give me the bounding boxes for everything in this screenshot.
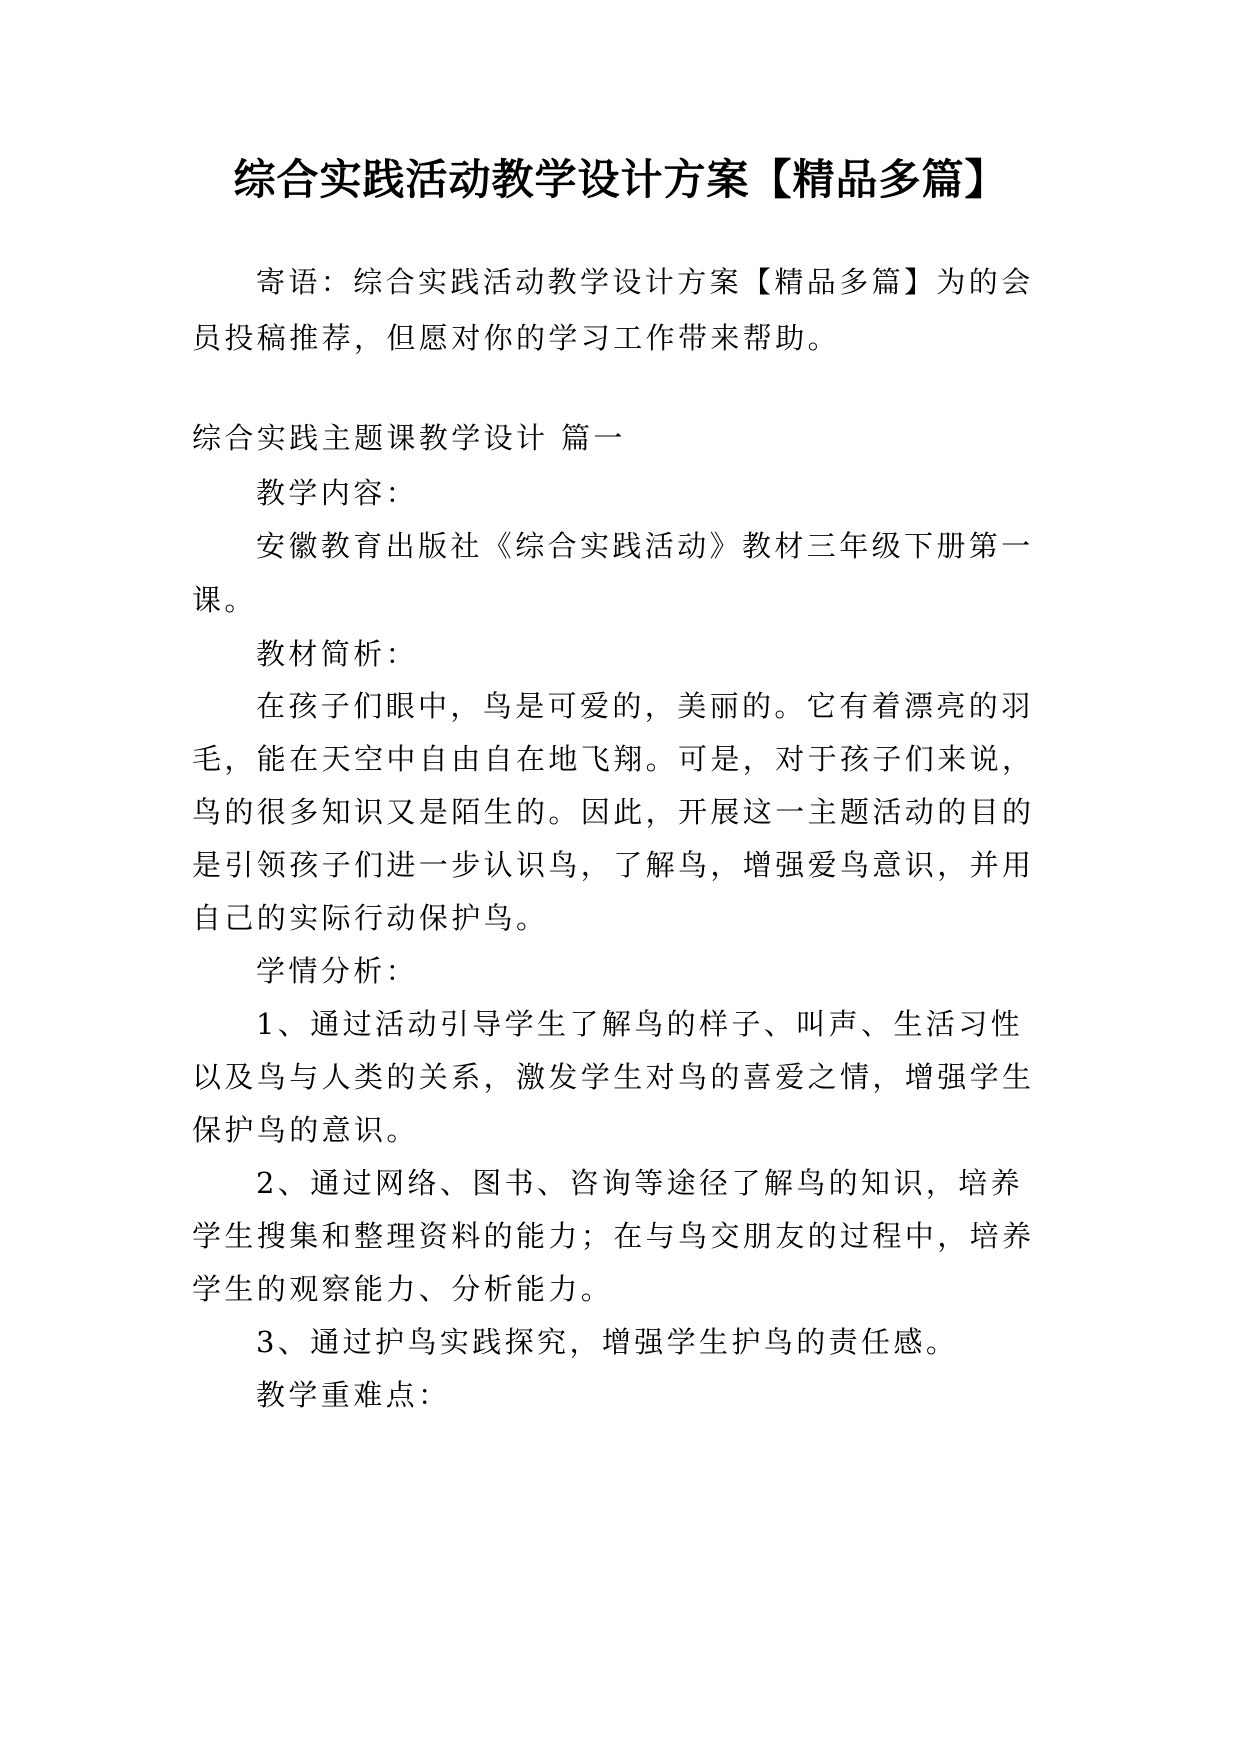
paragraph-line: 3、通过护鸟实践探究，增强学生护鸟的责任感。 [256, 1325, 959, 1359]
paragraph-line: 安徽教育出版社《综合实践活动》教材三年级下册第一 [256, 529, 1034, 563]
document-title: 综合实践活动教学设计方案【精品多篇】 [233, 155, 1008, 204]
paragraph-line: 1、通过活动引导学生了解鸟的样子、叫声、生活习性 [256, 1007, 1024, 1041]
paragraph-line: 自己的实际行动保护鸟。 [192, 901, 549, 935]
paragraph-line: 学生搜集和整理资料的能力；在与鸟交朋友的过程中，培养 [192, 1219, 1035, 1253]
paragraph-line: 鸟的很多知识又是陌生的。因此，开展这一主题活动的目的 [192, 795, 1035, 829]
heading-textbook-analysis: 教材简析： [256, 637, 419, 671]
foreword-line-2: 员投稿推荐，但愿对你的学习工作带来帮助。 [192, 321, 841, 355]
paragraph-line: 毛，能在天空中自由自在地飞翔。可是，对于孩子们来说， [192, 742, 1035, 776]
section-heading: 综合实践主题课教学设计 篇一 [192, 421, 626, 455]
foreword-line-1: 寄语：综合实践活动教学设计方案【精品多篇】为的会 [256, 265, 1034, 299]
paragraph-line: 课。 [192, 583, 257, 617]
paragraph-line: 以及鸟与人类的关系，激发学生对鸟的喜爱之情，增强学生 [192, 1060, 1035, 1094]
heading-teaching-content: 教学内容： [256, 476, 419, 510]
paragraph-line: 2、通过网络、图书、咨询等途径了解鸟的知识，培养 [256, 1166, 1024, 1200]
paragraph-line: 是引领孩子们进一步认识鸟，了解鸟，增强爱鸟意识，并用 [192, 848, 1035, 882]
heading-learning-analysis: 学情分析： [256, 954, 419, 988]
paragraph-line: 学生的观察能力、分析能力。 [192, 1272, 614, 1306]
heading-key-points: 教学重难点： [256, 1378, 451, 1412]
paragraph-line: 保护鸟的意识。 [192, 1113, 419, 1147]
paragraph-line: 在孩子们眼中，鸟是可爱的，美丽的。它有着漂亮的羽 [256, 689, 1034, 723]
